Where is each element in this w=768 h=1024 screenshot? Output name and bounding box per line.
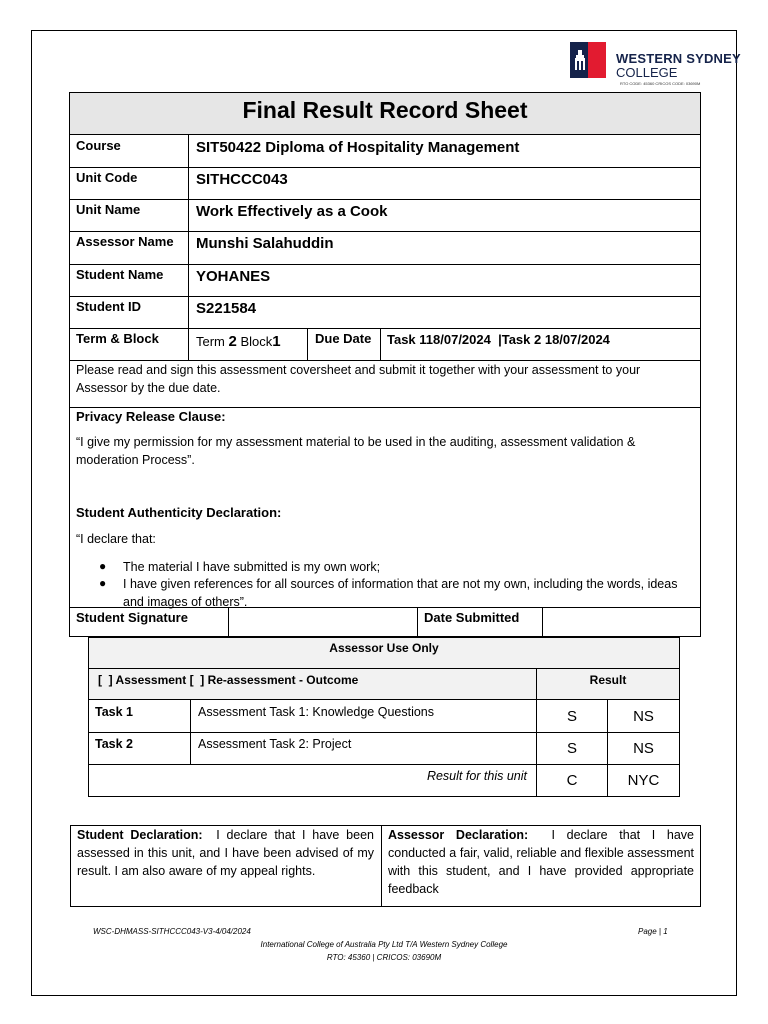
assessor-name-label: Assessor Name — [76, 234, 174, 249]
privacy-heading: Privacy Release Clause: — [76, 409, 226, 424]
student-declaration-heading: Student Declaration: — [77, 828, 203, 842]
authenticity-bullet: I have given references for all sources of information that are not my own, including the words, ideas and images of others”. — [123, 577, 678, 609]
assessor-declaration-text: I declare that I have conducted a fair, valid, reliable and flexible assessment with this student, and I have provided appropriate feedback — [388, 828, 694, 896]
college-crest-icon — [570, 42, 606, 78]
student-name-label: Student Name — [76, 267, 164, 282]
unit-name-label: Unit Name — [76, 202, 141, 217]
result-label: Result — [589, 673, 627, 687]
authenticity-heading: Student Authenticity Declaration: — [76, 505, 282, 520]
task-1-not-satisfactory[interactable]: NS — [633, 708, 654, 725]
authenticity-bullet: The material I have submitted is my own work; — [123, 560, 381, 574]
authenticity-intro: “I declare that: — [76, 532, 156, 546]
college-logo — [570, 42, 740, 88]
assessor-heading: Assessor Use Only — [329, 641, 439, 655]
student-name-value: YOHANES — [196, 268, 271, 285]
course-label: Course — [76, 138, 121, 153]
term-number: 2 — [228, 333, 237, 350]
task-1-label: Task 1 — [95, 705, 133, 719]
footer-rto: RTO: 45360 | CRICOS: 03690M — [326, 953, 442, 962]
title-row — [70, 93, 700, 135]
footer-company: International College of Australia Pty Ltd T/A Western Sydney College — [260, 940, 508, 949]
footer-page: Page | 1 — [638, 927, 668, 936]
date-submitted-label: Date Submitted — [424, 610, 520, 625]
task-2-not-satisfactory[interactable]: NS — [633, 740, 654, 757]
block-number: 1 — [272, 333, 281, 350]
block-word: Block — [240, 334, 273, 349]
student-id-label: Student ID — [76, 299, 141, 314]
assessor-name-value: Munshi Salahuddin — [196, 235, 334, 252]
assessor-heading-row — [89, 638, 679, 669]
task-1-satisfactory[interactable]: S — [566, 708, 577, 725]
unit-not-yet-competent[interactable]: NYC — [627, 772, 660, 789]
due-date-value: Task 118/07/2024 |Task 2 18/07/2024 — [387, 332, 610, 347]
assessor-declaration — [388, 826, 694, 898]
unit-code-value: SITHCCC043 — [196, 171, 288, 188]
student-declaration-text: I declare that I have been assessed in this unit, and I have been advised of my result. I am also aware of my appeal rights. — [77, 828, 374, 878]
privacy-text: “I give my permission for my assessment material to be used in the auditing, assessment validation & moderation Process”. — [76, 435, 636, 467]
due-date-label: Due Date — [315, 331, 372, 346]
bullet-dot-icon: ● — [99, 576, 107, 590]
unit-competent[interactable]: C — [566, 772, 578, 789]
student-signature-label: Student Signature — [76, 610, 188, 625]
logo-rto: RTO CODE: 45360 CRICOS CODE: 03690M — [620, 81, 701, 86]
term-block-label: Term & Block — [76, 331, 159, 346]
unit-code-label: Unit Code — [76, 170, 138, 185]
student-declaration — [77, 826, 374, 880]
unit-result-label: Result for this unit — [426, 769, 527, 783]
declarations-table — [70, 825, 701, 907]
date-submitted-field[interactable] — [543, 608, 700, 637]
student-id-value: S221584 — [196, 300, 257, 317]
course-value: SIT50422 Diploma of Hospitality Management — [196, 139, 520, 156]
assessor-declaration-heading: Assessor Declaration: — [388, 828, 529, 842]
logo-name: WESTERN SYDNEY — [616, 51, 741, 66]
unit-name-value: Work Effectively as a Cook — [196, 203, 388, 220]
assessor-use-table — [88, 637, 680, 797]
term-block-value — [196, 333, 281, 350]
term-word: Term — [196, 334, 225, 349]
instructions-text: Please read and sign this assessment coversheet and submit it together with your assessment to your Assessor by the due date. — [76, 363, 641, 395]
task-2-satisfactory[interactable]: S — [566, 740, 577, 757]
record-table — [69, 92, 701, 637]
task-2-label: Task 2 — [95, 737, 133, 751]
bullet-dot-icon: ● — [99, 559, 107, 573]
footer-doc-code: WSC-DHMASS-SITHCCC043-V3-4/04/2024 — [93, 927, 251, 936]
student-signature-field[interactable] — [229, 608, 417, 637]
task-2-desc: Assessment Task 2: Project — [198, 737, 352, 751]
page-title: Final Result Record Sheet — [242, 97, 528, 123]
logo-college: COLLEGE — [616, 65, 678, 80]
task-1-desc: Assessment Task 1: Knowledge Questions — [198, 705, 435, 719]
outcome-label: [ ] Assessment [ ] Re-assessment - Outcome — [98, 673, 359, 687]
